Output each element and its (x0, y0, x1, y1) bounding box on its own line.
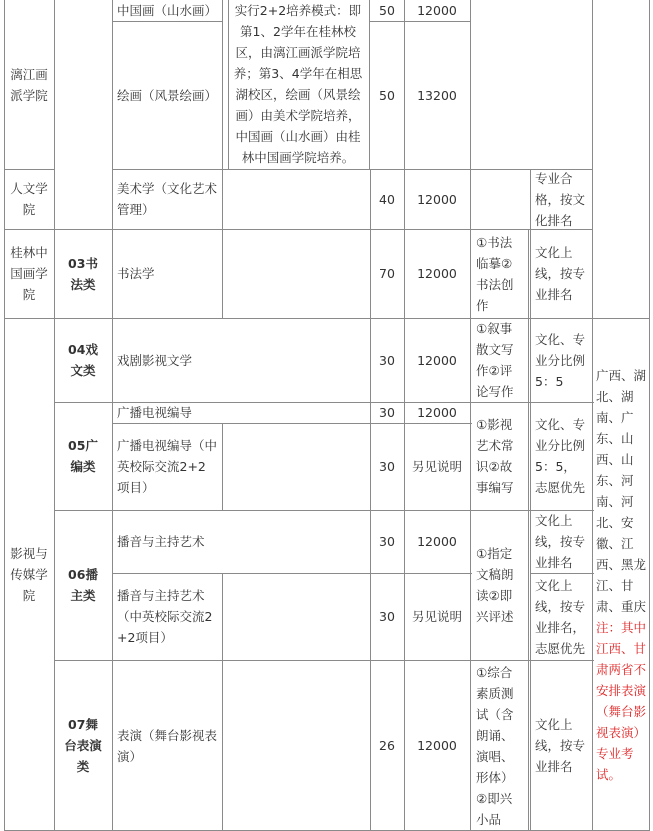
major-art-studies-cell (112, 169, 222, 229)
admission-drama-cell (530, 318, 592, 402)
training-mode-note: 实行2+2培养模式：即第1、2学年在桂林校区，由漓江画派学院培养；第3、4学年在相思湖校区，绘画（风景绘画）由美术学院培养，中国画（山水画）由桂林中国画学院培养。 (233, 3, 363, 165)
exam-broadcast-host-cell (472, 510, 528, 660)
grid-line (404, 0, 405, 831)
grid-line (54, 510, 594, 511)
college-lijiang-cell (4, 0, 54, 169)
quota-acting: 26 (379, 738, 395, 753)
major-name: 播音与主持艺术（中英校际交流2+2项目） (117, 588, 213, 645)
grid-line (222, 423, 223, 510)
grid-line (530, 573, 594, 574)
exam-subjects: ①影视艺术常识②故事编写 (476, 417, 514, 495)
grid-line (112, 21, 222, 22)
grid-line (112, 423, 472, 424)
province-list: 广西、湖北、湖南、广东、山西、山东、河南、河北、安徽、江西、黑龙江、甘肃、重庆 (596, 367, 647, 614)
major-name: 书法学 (117, 266, 155, 281)
fee-tv-editing: 12000 (417, 405, 457, 420)
fee-painting: 13200 (417, 87, 457, 103)
grid-line (222, 0, 223, 318)
major-chinese-painting-cell (112, 0, 222, 21)
admission-rule: 文化上线，按专业排名 (535, 245, 586, 302)
exam-stage-cell (472, 660, 528, 831)
category-stage-cell (54, 660, 112, 831)
exam-subjects: ①叙事散文写作②评论写作 (476, 321, 514, 399)
admission-rule: 文化、专业分比例5：5，志愿优先 (535, 417, 586, 495)
fee-chinese-painting: 12000 (417, 3, 457, 18)
college-guilin-cell (4, 229, 54, 318)
grid-line (530, 169, 531, 831)
exam-subjects: ①综合素质测试（含朗诵、演唱、形体）②即兴小品 (476, 664, 514, 827)
admission-art-studies-cell (530, 169, 592, 229)
major-name: 中国画（山水画） (117, 3, 218, 18)
major-tv-editing-intl-cell (112, 423, 222, 510)
category-label: 04戏文类 (68, 342, 98, 378)
quota-painting: 50 (379, 87, 395, 103)
grid-line (369, 0, 370, 169)
category-drama-cell (54, 318, 112, 402)
exam-provinces-cell (594, 318, 650, 831)
category-calligraphy-cell (54, 229, 112, 318)
grid-line (112, 169, 592, 170)
major-name: 播音与主持艺术 (117, 534, 205, 549)
grid-line (54, 0, 55, 831)
fee-acting: 12000 (417, 738, 457, 753)
admission-rule: 文化、专业分比例5：5 (535, 331, 586, 389)
college-film-cell (4, 318, 54, 831)
quota-host: 30 (379, 534, 395, 549)
admission-host-intl-cell (530, 573, 592, 660)
major-name: 美术学（文化艺术管理） (117, 181, 218, 217)
category-label: 07舞台表演类 (64, 717, 102, 774)
major-drama-lit-cell (112, 318, 370, 402)
category-broadcast-edit-cell (54, 402, 112, 510)
major-name: 绘画（风景绘画） (117, 87, 218, 103)
major-painting-cell (112, 21, 222, 169)
grid-line (4, 229, 592, 230)
major-acting-cell (112, 660, 222, 831)
grid-line (649, 0, 650, 831)
grid-line (112, 0, 113, 831)
grid-line (228, 0, 229, 169)
major-name: 广播电视编导 (117, 405, 193, 420)
college-name: 影视与传媒学院 (10, 546, 48, 603)
grid-line (222, 573, 223, 831)
grid-line (370, 169, 371, 831)
admission-rule: 文化上线，按专业排名，志愿优先 (535, 577, 586, 656)
quota-drama-lit: 30 (379, 352, 395, 368)
major-name: 表演（舞台影视表演） (117, 727, 218, 764)
grid-line (4, 0, 5, 831)
admission-stage-cell (530, 660, 592, 831)
training-mode-note-cell (228, 0, 368, 169)
exam-drama-cell (472, 318, 528, 402)
major-name: 广播电视编导（中英校际交流2+2项目） (117, 438, 218, 495)
admission-rule: 文化上线，按专业排名 (535, 717, 586, 774)
category-label: 05广编类 (68, 438, 98, 474)
grid-line (54, 660, 594, 661)
fee-host-intl: 另见说明 (411, 609, 462, 624)
fee-host: 12000 (417, 534, 457, 549)
grid-line (4, 169, 54, 170)
admission-host-cell (530, 510, 592, 573)
grid-line (54, 402, 594, 403)
major-tv-editing-cell (112, 402, 370, 423)
category-label: 06播主类 (68, 567, 98, 603)
quota-tv-editing: 30 (379, 405, 395, 420)
quota-host-intl: 30 (379, 609, 395, 624)
exam-subjects: ①指定文稿朗读②即兴评述 (476, 546, 514, 624)
major-name: 戏剧影视文学 (117, 352, 193, 368)
fee-art-studies: 12000 (417, 191, 457, 207)
fee-tv-editing-intl: 另见说明 (411, 459, 462, 474)
grid-line (470, 0, 471, 831)
grid-line (370, 21, 470, 22)
quota-chinese-painting: 50 (379, 3, 395, 18)
category-label: 03书法类 (68, 255, 98, 292)
category-broadcast-host-cell (54, 510, 112, 660)
major-host-intl-cell (112, 573, 222, 660)
grid-line (528, 229, 529, 831)
quota-art-studies: 40 (379, 191, 395, 207)
major-calligraphy-cell (112, 229, 222, 318)
admission-rule: 文化上线，按专业排名 (535, 513, 586, 570)
fee-calligraphy: 12000 (417, 266, 457, 281)
admission-calligraphy-cell (530, 229, 592, 318)
fee-drama-lit: 12000 (417, 352, 457, 368)
province-note: 注：其中江西、甘肃两省不安排表演（舞台影视表演）专业考试。 (596, 619, 647, 782)
grid-line (592, 0, 593, 831)
exam-calligraphy-cell (472, 229, 528, 318)
exam-broadcast-edit-cell (472, 402, 528, 510)
major-host-cell (112, 510, 370, 573)
college-name: 人文学院 (10, 181, 48, 217)
admission-rule: 专业合格，按文化排名 (535, 170, 586, 228)
grid-line (4, 318, 650, 319)
exam-subjects: ①书法临摹②书法创作 (476, 234, 514, 313)
quota-tv-editing-intl: 30 (379, 459, 395, 474)
college-name: 漓江画派学院 (10, 66, 48, 103)
quota-calligraphy: 70 (379, 266, 395, 281)
admission-broadcast-edit-cell (530, 402, 592, 510)
college-renwen-cell (4, 169, 54, 229)
college-name: 桂林中国画学院 (10, 245, 48, 302)
grid-line (112, 573, 472, 574)
